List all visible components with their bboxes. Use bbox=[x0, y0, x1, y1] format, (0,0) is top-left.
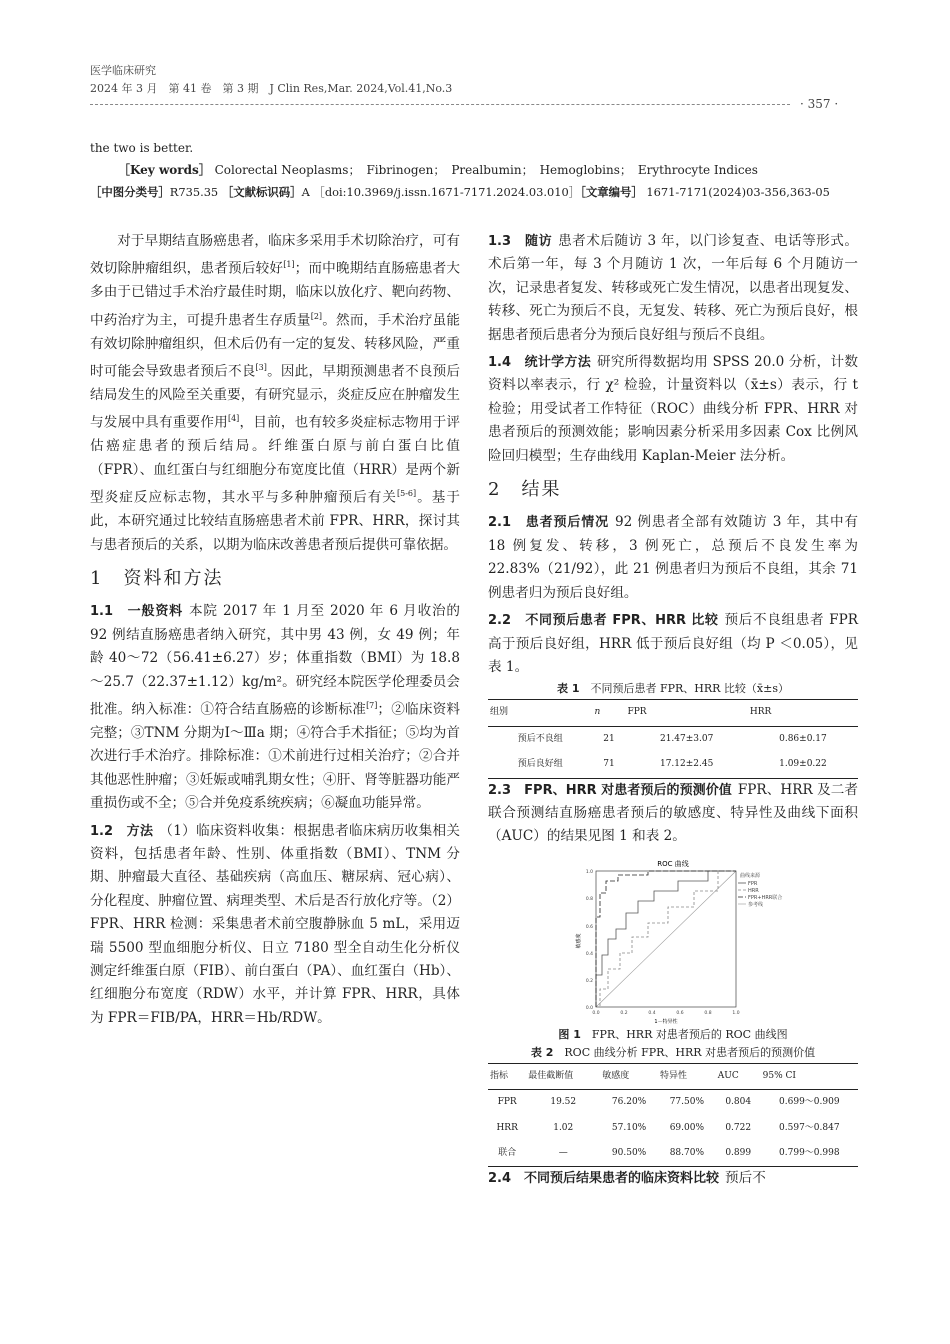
table2-caption: 表 2 ROC 曲线分析 FPR、HRR 对患者预后的预测价值 bbox=[530, 1045, 816, 1059]
subsection-title: 2.1 患者预后情况 bbox=[488, 515, 609, 531]
legend-fpr: FPR bbox=[748, 880, 758, 887]
y-tick-label: 1.0 bbox=[585, 869, 593, 875]
citation: [3] bbox=[255, 363, 267, 373]
right-column bbox=[488, 230, 858, 1191]
table-header: 特异性 bbox=[658, 1063, 716, 1089]
header-rule bbox=[90, 104, 790, 105]
doi: ［doi:10.3969/j.issn.1671-7171.2024.03.010］ bbox=[313, 185, 581, 199]
article-number: 1671-7171(2024)03-356,363-05 bbox=[646, 185, 830, 199]
y-tick-label: 0.6 bbox=[585, 924, 593, 930]
table-row: 预后不良组 21 21.47±3.07 0.86±0.17 bbox=[517, 733, 827, 744]
citation: [5-6] bbox=[397, 489, 417, 499]
table-header: n bbox=[593, 700, 626, 726]
keywords bbox=[118, 160, 758, 180]
subsection-title: 1.4 统计学方法 bbox=[488, 355, 591, 371]
subsection-title: 2.4 不同预后结果患者的临床资料比较 bbox=[488, 1171, 720, 1187]
legend-hrr: HRR bbox=[748, 887, 759, 894]
clc-label: ［中图分类号］ bbox=[90, 185, 170, 199]
section-heading-results: 2 结果 bbox=[488, 479, 562, 501]
y-tick-label: 0.8 bbox=[585, 896, 593, 902]
y-axis-label: 敏感度 bbox=[576, 933, 582, 949]
subsection-title: 2.3 FPR、HRR 对患者预后的预测价值 bbox=[488, 782, 732, 798]
table-1 bbox=[488, 699, 858, 778]
table-header: 指标 bbox=[488, 1063, 526, 1089]
subsection-title: 1.1 一般资料 bbox=[90, 604, 183, 620]
table-header: FPR bbox=[626, 700, 748, 726]
table-header: 敏感度 bbox=[600, 1063, 658, 1089]
x-tick-label: 1.0 bbox=[732, 1010, 740, 1016]
y-tick-label: 0.2 bbox=[585, 978, 593, 984]
table-row: FPR 19.52 76.20% 77.50% 0.804 0.699～0.909 bbox=[497, 1097, 840, 1108]
issue-info: 2024 年 3 月 第 41 卷 第 3 期 J Clin Res,Mar. 2024,Vol.41,No.3 bbox=[90, 82, 453, 95]
roc-title: ROC 曲线 bbox=[657, 859, 689, 868]
page-number: · 357 · bbox=[800, 97, 839, 111]
journal-name: 医学临床研究 bbox=[90, 64, 156, 77]
article-label: ［文章编号］ bbox=[580, 185, 643, 199]
table-row: 预后良好组 71 17.12±2.45 1.09±0.22 bbox=[517, 759, 827, 770]
classification-line bbox=[90, 182, 830, 202]
left-column bbox=[90, 230, 460, 1030]
table-header: 组别 bbox=[488, 700, 593, 726]
table-header: AUC bbox=[716, 1063, 761, 1089]
table-2 bbox=[488, 1063, 858, 1168]
section-heading-methods: 1 资料和方法 bbox=[90, 567, 224, 589]
citation: [7] bbox=[366, 700, 378, 710]
clc-code: R735.35 bbox=[169, 185, 219, 199]
x-tick-label: 0.6 bbox=[676, 1010, 684, 1016]
table1-caption: 表 1 不同预后患者 FPR、HRR 比较（x̄±s） bbox=[556, 682, 789, 696]
roc-chart bbox=[568, 857, 783, 1025]
citation: [4] bbox=[227, 414, 240, 424]
predictive-value-paragraph: 2.3 FPR、HRR 对患者预后的预测价值 FPR、HRR 及二者联合预测结直肠癌患者预后的敏感度、特异性及曲线下面积（AUC）的结果见图 1 和表 2。 bbox=[488, 781, 858, 845]
table-row: 联合 — 90.50% 88.70% 0.899 0.799～0.998 bbox=[498, 1147, 840, 1158]
x-tick-label: 0.4 bbox=[648, 1010, 656, 1016]
citation: [2] bbox=[310, 311, 323, 321]
figure1-caption: 图 1 FPR、HRR 对患者预后的 ROC 曲线图 bbox=[558, 1027, 788, 1041]
x-tick-label: 0.8 bbox=[704, 1010, 712, 1016]
x-tick-label: 0.2 bbox=[620, 1010, 628, 1016]
subsection-title: 1.3 随访 bbox=[488, 234, 553, 249]
y-tick-label: 0.0 bbox=[585, 1005, 593, 1011]
keywords-label: ［Key words］ bbox=[118, 163, 211, 177]
table-header: 最佳截断值 bbox=[526, 1063, 600, 1089]
followup-paragraph: 1.3 随访 患者术后随访 3 年，以门诊复查、电话等形式。术后第一年，每 3 个月随访 1 次，一年后每 6 个月随访一次，记录患者复发、转移或死亡发生情况，以患者出现复发、转移、死亡为预后不良，无复发、转移、死亡为预后良好，根据患者预后患者分为预后良好组与预后不良组。 bbox=[488, 233, 858, 343]
legend-title: 曲线来源 bbox=[740, 872, 761, 879]
prognosis-paragraph: 2.1 患者预后情况 92 例患者全部有效随访 3 年，其中有 18 例复发、转移，3 例死亡，总预后不良发生率为 22.83%（21/92），此 21 例患者归为预后不良组，其余 71 例患者归为预后良好组。 bbox=[488, 514, 858, 601]
roc-figure bbox=[568, 857, 783, 1025]
intro-paragraph: 对于早期结直肠癌患者，临床多采用手术切除治疗，可有效切除肿瘤组织，患者预后较好[1]；而中晚期结直肠癌患者大多由于已错过手术治疗最佳时期，临床以放化疗、靶向药物、中药治疗为主，可提升患者生存质量[2]。然而，手术治疗虽能有效切除肿瘤组织，但术后仍有一定的复发、转移风险，严重时可能会导致患者预后不良[3]。因此，早期预测患者不良预后结局发生的风险至关重要，有研究显示，炎症反应在肿瘤发生与发展中具有重要作用[4]，目前，也有较多炎症标志物用于评估癌症患者的预后结局。纤维蛋白原与前白蛋白比值（FPR）、血红蛋白与红细胞分布宽度比值（HRR）是两个新型炎症反应标志物，其水平与多种肿瘤预后有关[5-6]。基于此，本研究通过比较结直肠癌患者术前 FPR、HRR，探讨其与患者预后的关系，以期为临床改善患者预后提供可靠依据。 bbox=[90, 233, 461, 553]
doc-label: ［文献标识码］ bbox=[221, 185, 302, 199]
table-header: 95% CI bbox=[761, 1063, 858, 1089]
doc-code: A bbox=[301, 185, 310, 199]
y-tick-label: 0.4 bbox=[585, 951, 593, 957]
x-tick-label: 0.0 bbox=[592, 1010, 600, 1016]
comparison-paragraph: 2.2 不同预后患者 FPR、HRR 比较 预后不良组患者 FPR 高于预后良好组，HRR 低于预后良好组（均 P ＜0.05），见表 1。 bbox=[488, 612, 858, 675]
keywords-text: Colorectal Neoplasms； Fibrinogen； Prealbumin； Hemoglobins； Erythrocyte Indices bbox=[214, 163, 758, 177]
abstract-end: the two is better. bbox=[90, 141, 194, 155]
subsection-title: 2.2 不同预后患者 FPR、HRR 比较 bbox=[488, 613, 719, 629]
table-row: HRR 1.02 57.10% 69.00% 0.722 0.597～0.847 bbox=[496, 1122, 840, 1133]
general-data-paragraph: 1.1 一般资料 本院 2017 年 1 月至 2020 年 6 月收治的 92 例结直肠癌患者纳入研究，其中男 43 例，女 49 例；年龄 40～72（56.41±6.27）岁；体重指数（BMI）为 18.8～25.7（22.37±1.12）kg/m²。研究经本院医学伦理委员会批准。纳入标准：①符合结直肠癌的诊断标准[7]；②临床资料完整；③TNM 分期为Ⅰ～Ⅲa 期；④符合手术指征；⑤均为首次进行手术治疗。排除标准：①术前进行过相关治疗；②合并其他恶性肿瘤；③妊娠或哺乳期女性；④肝、肾等脏器功能严重损伤或不全；⑤合并免疫系统疾病；⑥凝血功能异常。 bbox=[90, 603, 461, 812]
stats-paragraph: 1.4 统计学方法 研究所得数据均用 SPSS 20.0 分析，计数资料以率表示，行 χ² 检验，计量资料以（x̄±s）表示，行 t 检验；用受试者工作特征（ROC）曲线分析 FPR、HRR 对患者预后的预测效能；影响因素分析采用多因素 Cox 比例风险回归模型；生存曲线用 Kaplan-Meier 法分析。 bbox=[488, 354, 859, 464]
reference-line bbox=[596, 871, 736, 1007]
clinical-comparison-paragraph: 2.4 不同预后结果患者的临床资料比较 预后不 bbox=[488, 1170, 766, 1187]
table-header: HRR bbox=[748, 700, 858, 726]
legend-combined: FPR+HRR联合 bbox=[748, 894, 783, 901]
legend-reference: 参考线 bbox=[748, 901, 764, 908]
citation: [1] bbox=[283, 260, 295, 270]
x-axis-label: 1－特异性 bbox=[654, 1018, 678, 1025]
subsection-title: 1.2 方法 bbox=[90, 823, 154, 839]
methods-paragraph: 1.2 方法 （1）临床资料收集：根据患者临床病历收集相关资料，包括患者年龄、性别、体重指数（BMI）、TNM 分期、肿瘤最大直径、基础疾病（高血压、糖尿病、冠心病）、分化程度、肿瘤位置、病理类型、术后是否行放化疗等。（2）FPR、HRR 检测：采集患者术前空腹静脉血 5 mL，采用迈瑞 5500 型血细胞分析仪、日立 7180 型全自动生化分析仪测定纤维蛋白原（FIB）、前白蛋白（PA）、血红蛋白（Hb）、红细胞分布宽度（RDW）水平，并计算 FPR、HRR，具体为 FPR＝FIB/PA，HRR＝Hb/RDW。 bbox=[90, 822, 461, 1026]
